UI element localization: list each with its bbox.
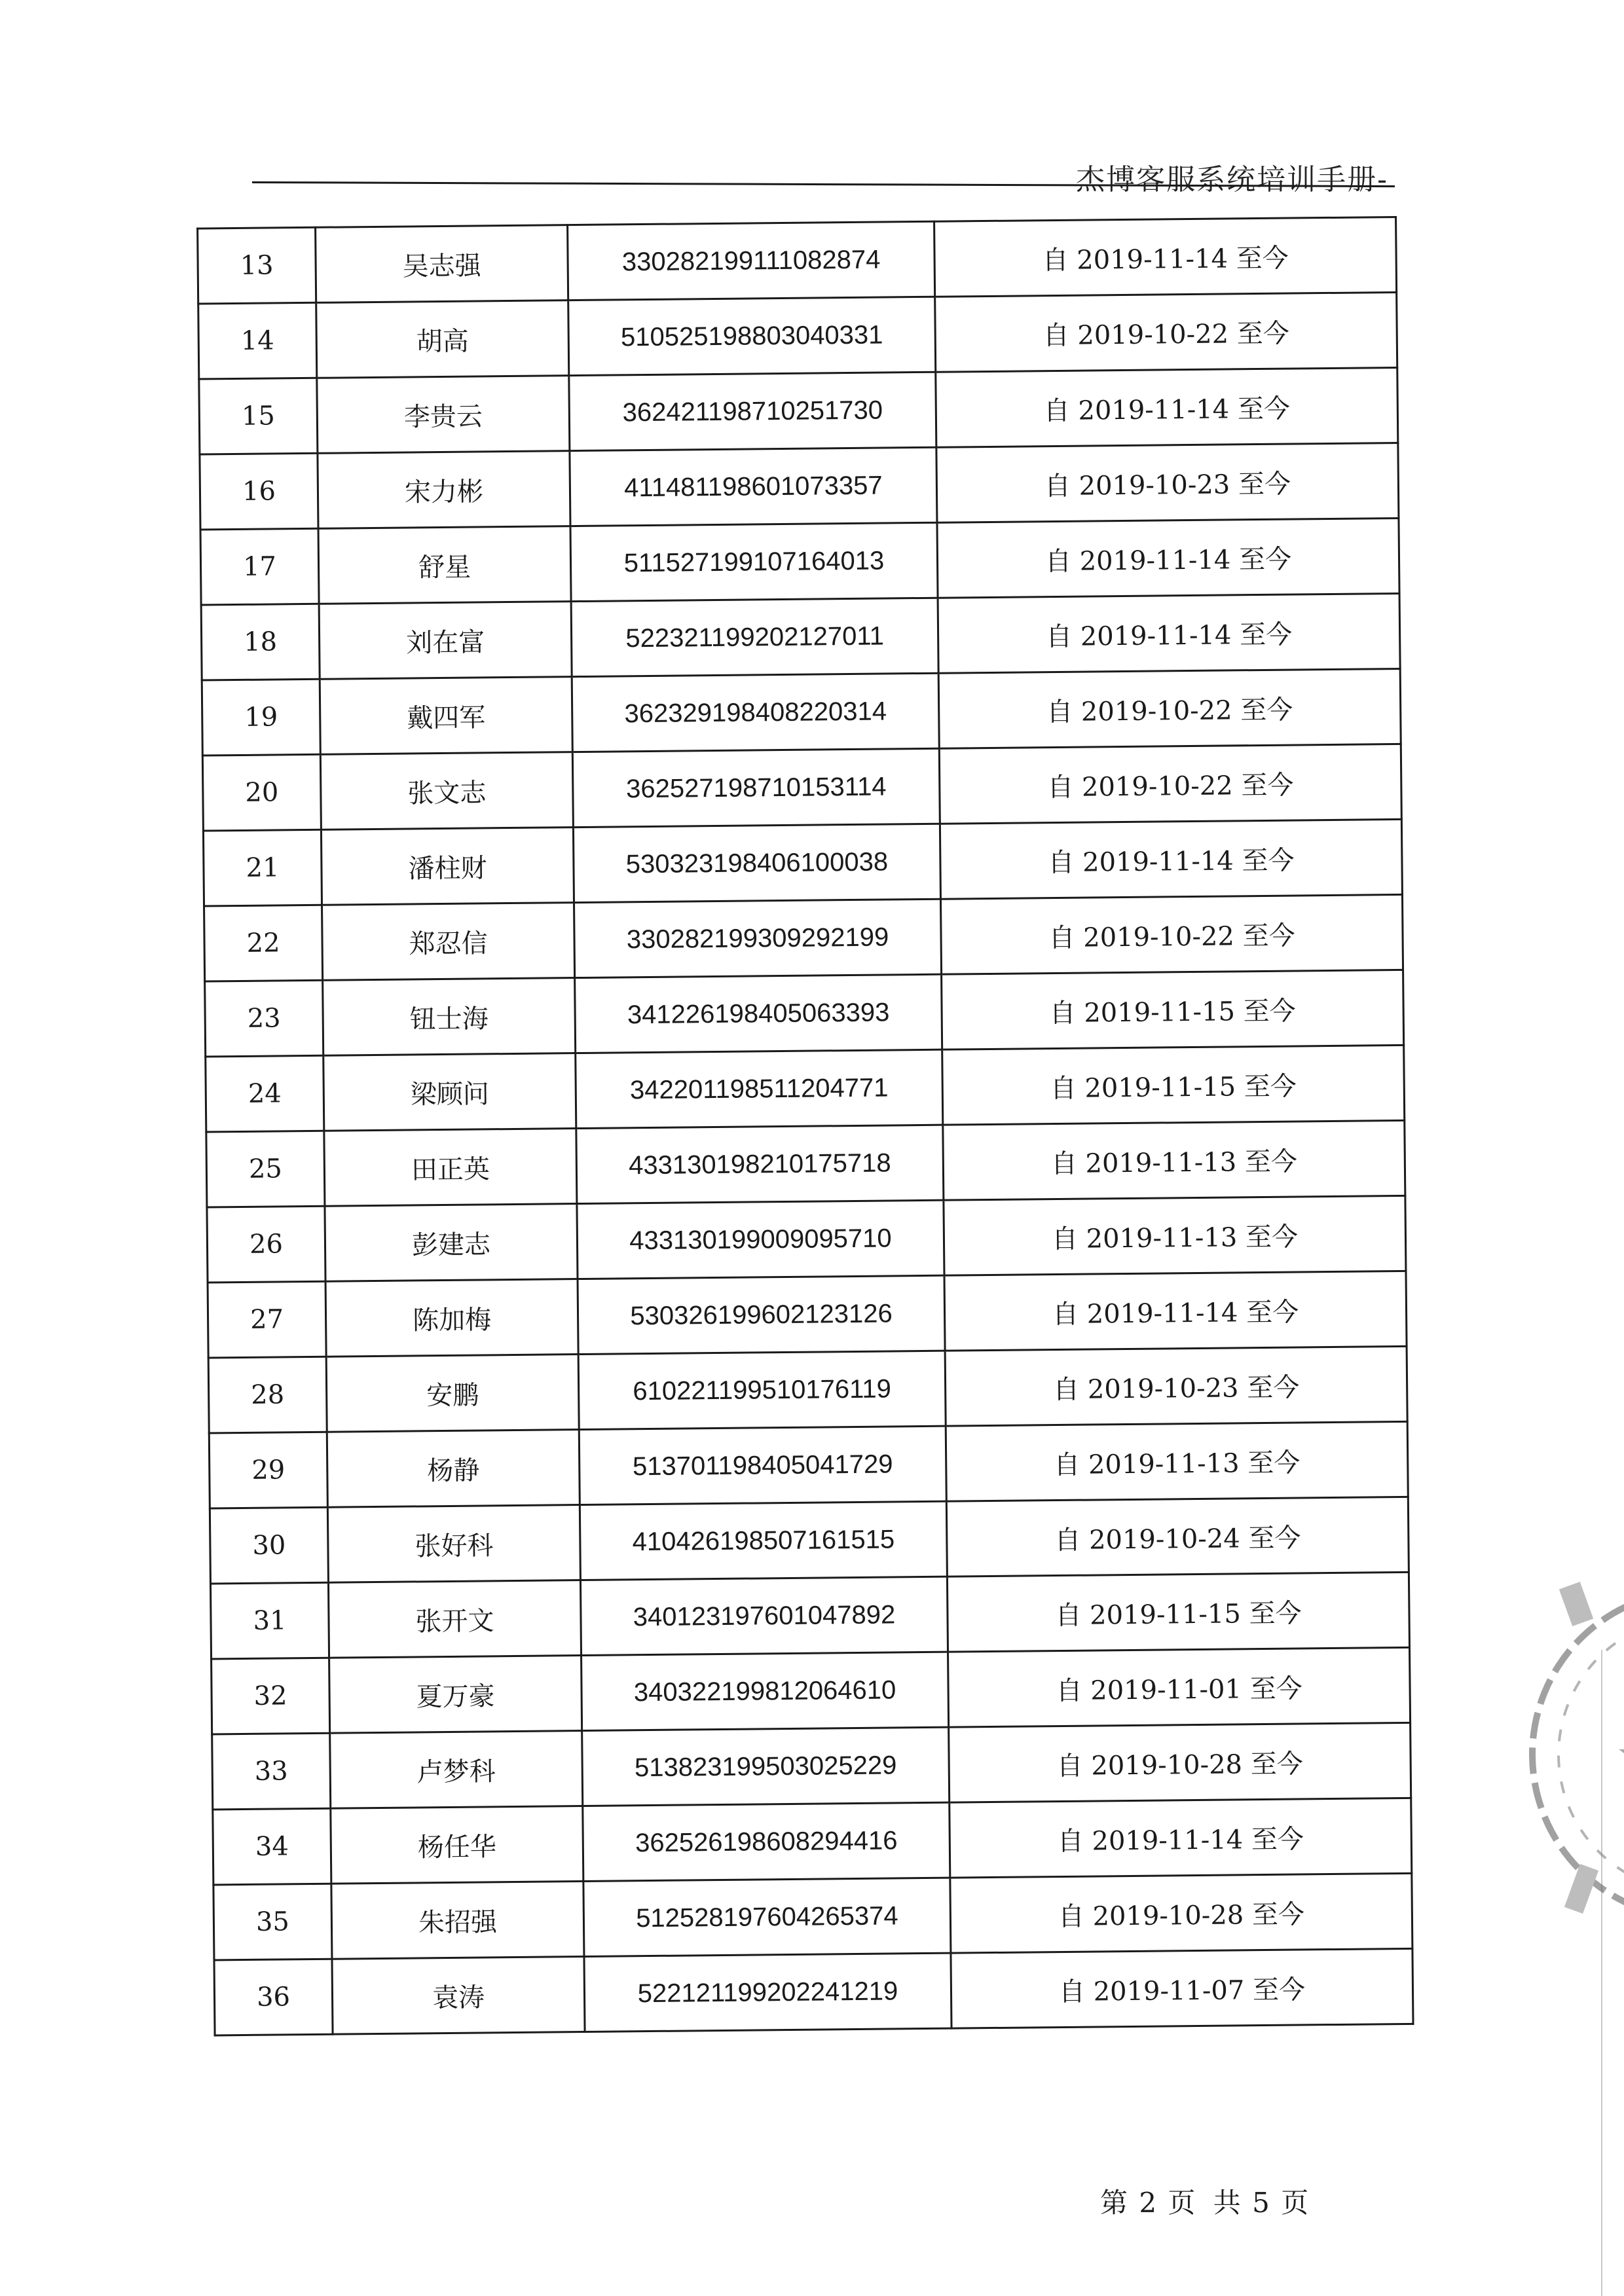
row-id-number: 511527199107164013 <box>570 522 938 601</box>
table-row <box>200 443 1399 530</box>
row-name: 宋力彬 <box>318 451 570 529</box>
row-date-range: 自 2019-11-13 至今 <box>943 1120 1405 1200</box>
row-number: 22 <box>204 905 323 981</box>
row-id-number: 530326199602123126 <box>578 1275 945 1354</box>
row-name: 杨静 <box>327 1430 580 1508</box>
row-name: 朱招强 <box>331 1882 584 1959</box>
table-row <box>202 668 1401 756</box>
table-row <box>201 593 1400 680</box>
row-name: 郑忍信 <box>322 903 575 981</box>
row-date-range: 自 2019-11-13 至今 <box>944 1195 1406 1275</box>
roster-table <box>196 216 1414 2036</box>
table-row <box>198 217 1397 304</box>
row-name: 田正英 <box>324 1129 577 1207</box>
partial-seal-stamp-icon <box>1526 1558 1624 1951</box>
row-number: 16 <box>200 453 318 530</box>
row-date-range: 自 2019-11-01 至今 <box>948 1647 1411 1727</box>
table-row <box>205 970 1404 1057</box>
row-id-number: 362526198608294416 <box>583 1802 950 1881</box>
table-row <box>213 1873 1412 1960</box>
row-name: 彭建志 <box>325 1204 578 1282</box>
row-number: 29 <box>209 1432 327 1508</box>
row-number: 34 <box>213 1808 331 1885</box>
row-date-range: 自 2019-10-22 至今 <box>935 292 1397 372</box>
row-number: 30 <box>210 1507 328 1584</box>
row-number: 31 <box>210 1582 329 1659</box>
row-name: 陈加梅 <box>325 1279 578 1357</box>
row-id-number: 330282199111082874 <box>568 221 935 300</box>
row-number: 19 <box>202 679 320 756</box>
table-row <box>202 744 1401 831</box>
page-footer <box>1100 2181 1316 2221</box>
row-id-number: 341226198405063393 <box>575 974 942 1053</box>
row-date-range: 自 2019-11-15 至今 <box>947 1572 1409 1652</box>
page-number: 第 2 页 <box>1100 2187 1197 2219</box>
row-id-number: 362329198408220314 <box>572 673 939 752</box>
row-date-range: 自 2019-10-28 至今 <box>949 1722 1411 1802</box>
table-row <box>204 894 1403 981</box>
row-id-number: 411481198601073357 <box>570 447 937 526</box>
row-name: 钮士海 <box>323 978 576 1056</box>
row-number: 23 <box>205 980 323 1057</box>
row-name: 吴志强 <box>316 225 568 303</box>
row-id-number: 433130198210175718 <box>576 1125 944 1203</box>
row-number: 32 <box>212 1658 330 1734</box>
table-row <box>213 1798 1412 1885</box>
table-row <box>208 1346 1407 1433</box>
row-id-number: 410426198507161515 <box>580 1501 947 1580</box>
table-row <box>206 1120 1405 1207</box>
row-name: 潘柱财 <box>321 828 574 905</box>
row-date-range: 自 2019-10-23 至今 <box>936 443 1399 522</box>
row-number: 18 <box>201 604 320 680</box>
row-date-range: 自 2019-11-14 至今 <box>950 1798 1412 1878</box>
row-number: 35 <box>213 1884 332 1960</box>
row-id-number: 433130199009095710 <box>577 1200 944 1279</box>
table-row <box>203 819 1402 906</box>
row-name: 安鹏 <box>326 1355 579 1432</box>
page-total: 共 5 页 <box>1213 2187 1310 2219</box>
row-name: 张文志 <box>320 752 573 830</box>
row-id-number: 340123197601047892 <box>580 1576 948 1655</box>
row-id-number: 522121199202241219 <box>584 1953 951 2032</box>
row-number: 20 <box>202 754 321 831</box>
roster-table-wrapper <box>196 216 1412 2036</box>
row-id-number: 362527198710153114 <box>572 748 940 827</box>
roster-table-body <box>198 217 1413 2035</box>
row-id-number: 362421198710251730 <box>569 372 936 450</box>
row-name: 张好科 <box>327 1505 580 1583</box>
table-row <box>206 1045 1405 1132</box>
table-row <box>199 367 1398 454</box>
row-number: 26 <box>207 1206 325 1283</box>
row-id-number: 512528197604265374 <box>583 1878 951 1956</box>
table-row <box>198 292 1397 379</box>
row-id-number: 330282199309292199 <box>574 899 942 977</box>
table-row <box>214 1948 1413 2035</box>
table-row <box>212 1722 1411 1810</box>
row-name: 夏万豪 <box>329 1656 582 1734</box>
row-date-range: 自 2019-10-22 至今 <box>938 668 1401 748</box>
row-name: 李贵云 <box>317 376 570 454</box>
table-row <box>212 1647 1411 1734</box>
row-name: 袁涛 <box>332 1957 585 2035</box>
row-name: 张开文 <box>328 1580 581 1658</box>
table-row <box>210 1572 1409 1659</box>
row-date-range: 自 2019-11-14 至今 <box>940 819 1402 899</box>
row-date-range: 自 2019-11-15 至今 <box>942 1045 1405 1125</box>
row-id-number: 513701198405041729 <box>579 1426 946 1504</box>
row-id-number: 513823199503025229 <box>582 1727 950 1806</box>
row-name: 戴四军 <box>320 677 572 755</box>
row-date-range: 自 2019-11-14 至今 <box>938 593 1400 673</box>
row-name: 舒星 <box>318 526 571 604</box>
row-name: 梁顾问 <box>323 1053 576 1131</box>
row-number: 14 <box>198 302 317 379</box>
row-date-range: 自 2019-10-28 至今 <box>950 1873 1412 1953</box>
row-number: 33 <box>212 1733 331 1810</box>
row-number: 15 <box>199 378 318 454</box>
row-number: 17 <box>200 528 319 605</box>
row-date-range: 自 2019-11-14 至今 <box>944 1271 1407 1351</box>
row-number: 25 <box>206 1131 325 1207</box>
table-row <box>210 1497 1409 1584</box>
row-date-range: 自 2019-10-24 至今 <box>946 1497 1409 1576</box>
header-title: 杰博客服系统培训手册- <box>1076 163 1388 196</box>
row-number: 21 <box>203 829 322 906</box>
row-id-number: 510525198803040331 <box>568 297 936 375</box>
row-date-range: 自 2019-11-15 至今 <box>942 970 1404 1049</box>
row-date-range: 自 2019-10-22 至今 <box>940 894 1403 974</box>
row-number: 36 <box>214 1959 333 2035</box>
row-number: 27 <box>208 1281 326 1358</box>
row-id-number: 340322199812064610 <box>581 1652 949 1730</box>
row-date-range: 自 2019-10-23 至今 <box>945 1346 1407 1426</box>
row-date-range: 自 2019-11-14 至今 <box>936 367 1398 447</box>
row-id-number: 610221199510176119 <box>578 1351 946 1429</box>
row-date-range: 自 2019-11-14 至今 <box>937 518 1399 598</box>
row-date-range: 自 2019-11-13 至今 <box>946 1421 1408 1501</box>
row-id-number: 522321199202127011 <box>571 598 938 676</box>
table-row <box>208 1271 1407 1358</box>
row-number: 28 <box>208 1357 327 1433</box>
row-number: 13 <box>198 227 316 304</box>
row-name: 胡高 <box>316 301 569 378</box>
table-row <box>209 1421 1408 1508</box>
row-date-range: 自 2019-11-14 至今 <box>934 217 1397 297</box>
row-number: 24 <box>206 1055 324 1132</box>
table-row <box>200 518 1399 605</box>
row-date-range: 自 2019-11-07 至今 <box>951 1948 1413 2028</box>
row-name: 杨任华 <box>331 1806 583 1884</box>
table-row <box>207 1195 1406 1283</box>
row-date-range: 自 2019-10-22 至今 <box>939 744 1401 824</box>
row-name: 刘在富 <box>319 602 572 680</box>
row-name: 卢梦科 <box>330 1731 583 1809</box>
row-id-number: 530323198406100038 <box>573 824 940 902</box>
row-id-number: 342201198511204771 <box>576 1049 943 1128</box>
